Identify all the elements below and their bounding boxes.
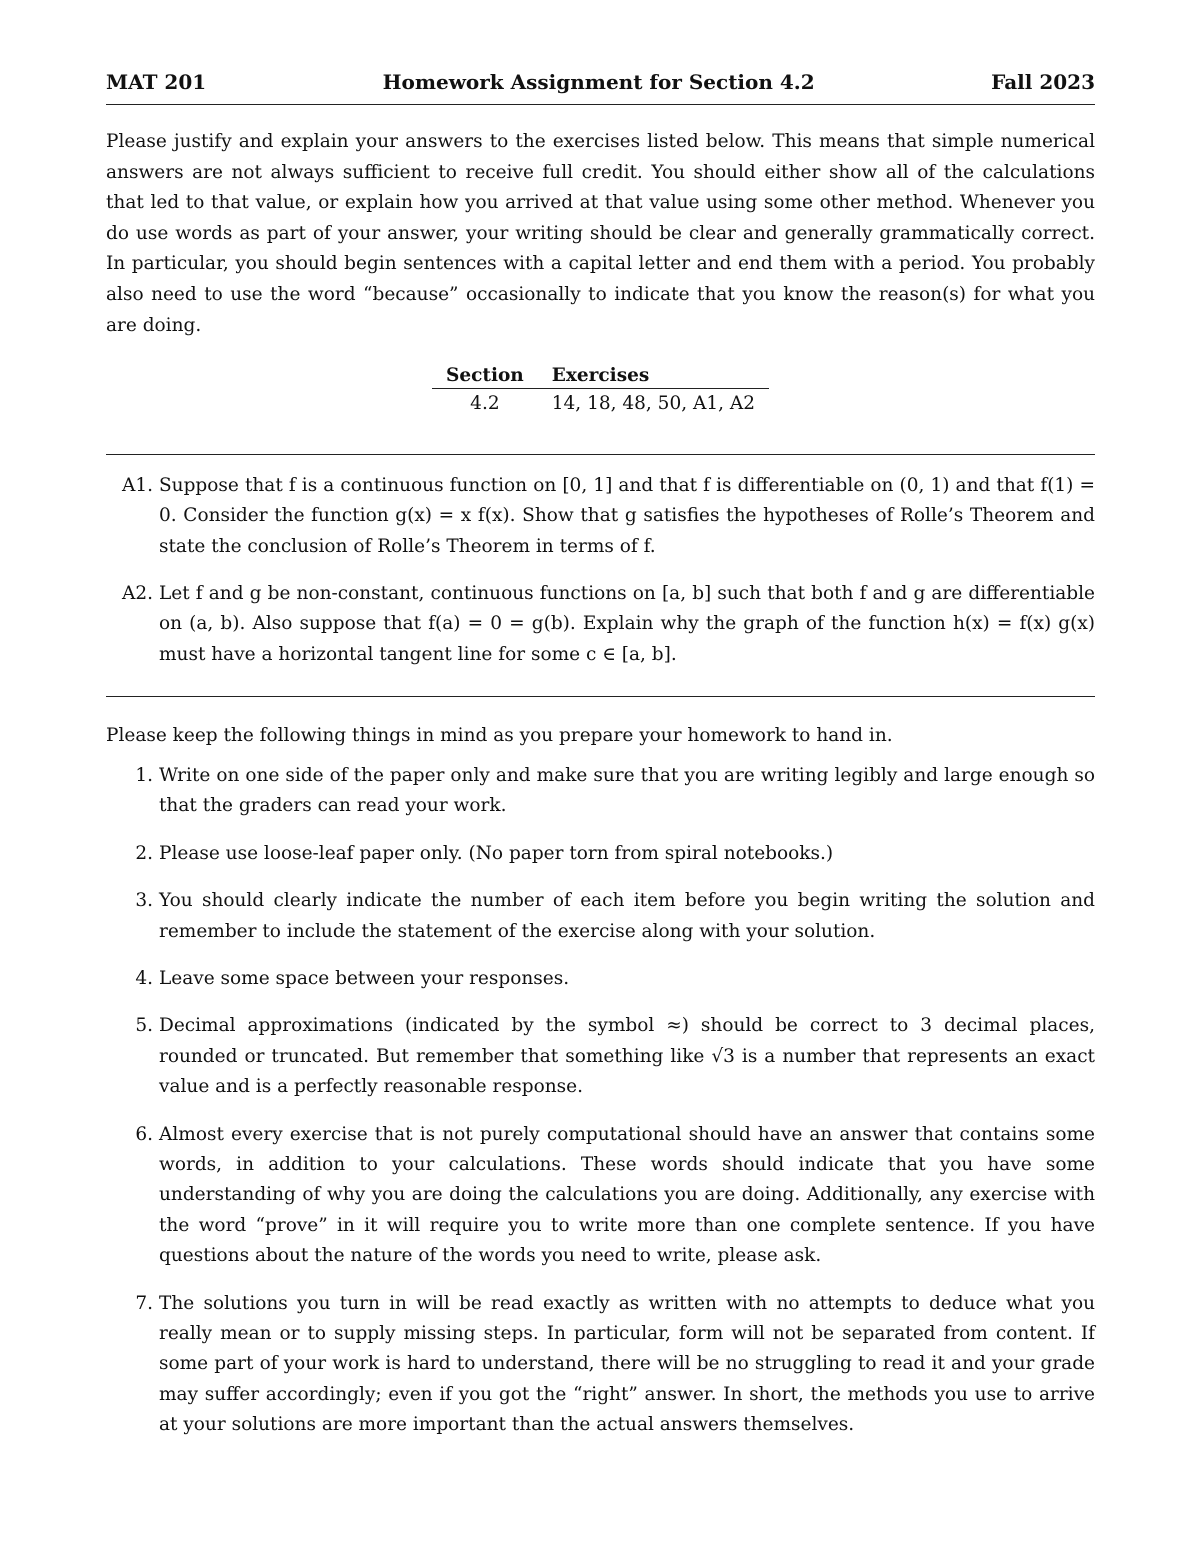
list-number: 6. [135, 1123, 153, 1145]
homework-page [106, 70, 1095, 1458]
problem-list [106, 471, 1095, 670]
divider [106, 454, 1095, 455]
keep-in-mind-text: Please keep the following things in mind as you prepare your homework to hand in. [106, 724, 893, 746]
exercise-table [432, 363, 769, 418]
list-number: 2. [135, 842, 153, 864]
problem-label: A2. [121, 583, 153, 605]
list-item [106, 964, 1095, 994]
problem-text: Let f and g be non-constant, continuous functions on [a, b] such that both f and g are differentiable on (a, b). Also suppose that f(a) = 0 = g(b). Explain why the graph of the function h(x) = f(x) g(x) must have a horizontal tangent line for some c ∈ [a, b]. [159, 583, 1095, 665]
list-number: 3. [135, 890, 153, 912]
list-text: Almost every exercise that is not purely computational should have an answer that contains some words, in addition to your calculations. These words should indicate that you have some understanding of why you are doing the calculations you are doing. Additionally, any exercise with the word “prove” in it will require you to write more than one complete sentence. If you have questions about the nature of the words you need to write, please ask. [159, 1123, 1095, 1267]
exercise-table-header-section: Section [432, 363, 538, 389]
list-number: 4. [135, 967, 153, 989]
list-text: Please use loose-leaf paper only. (No paper torn from spiral notebooks.) [159, 842, 834, 864]
list-number: 5. [135, 1015, 153, 1037]
list-text: You should clearly indicate the number of each item before you begin writing the solution and remember to include the statement of the exercise along with your solution. [159, 890, 1095, 942]
list-text: Decimal approximations (indicated by the symbol ≈) should be correct to 3 decimal places, rounded or truncated. But remember that something like √3 is a number that represents an exact value and is a perfectly reasonable response. [159, 1015, 1095, 1098]
course-code: MAT 201 [106, 70, 207, 94]
guidelines-list [106, 761, 1095, 1441]
instructions-paragraph: Please justify and explain your answers to the exercises listed below. This means that simple numerical answers are not always sufficient to receive full credit. You should either show all of the calculations that led to that value, or explain how you arrived at that value using some other method. Whenever you do use words as part of your answer, your writing should be clear and generally grammatically correct. In particular, you should begin sentences with a capital letter and end them with a period. You probably also need to use the word “because” occasionally to indicate that you know the reason(s) for what you are doing. [106, 131, 1095, 336]
list-item [106, 761, 1095, 822]
list-item [106, 839, 1095, 869]
section-cell: 4.2 [470, 393, 500, 415]
list-number: 1. [135, 764, 153, 786]
problem-item [106, 471, 1095, 562]
problem-label: A1. [121, 475, 153, 497]
list-item [106, 886, 1095, 947]
list-number: 7. [135, 1292, 153, 1314]
exercises-cell: 14, 18, 48, 50, A1, A2 [551, 393, 755, 415]
divider [106, 696, 1095, 697]
list-item [106, 1011, 1095, 1102]
page-header [106, 70, 1095, 105]
list-text: Leave some space between your responses. [159, 967, 570, 989]
term: Fall 2023 [991, 70, 1095, 94]
problem-text: Suppose that f is a continuous function on [0, 1] and that f is differentiable on (0, 1) and that f(1) = 0. Consider the function g(x) = x f(x). Show that g satisfies the hypotheses of Rolle’s Theorem and state the conclusion of Rolle’s Theorem in terms of f. [159, 475, 1095, 557]
list-item [106, 1289, 1095, 1441]
list-text: The solutions you turn in will be read exactly as written with no attempts to deduce what you really mean or to supply missing steps. In particular, form will not be separated from content. If some part of your work is hard to understand, there will be no struggling to read it and your grade may suffer accordingly; even if you got the “right” answer. In short, the methods you use to arrive at your solutions are more important than the actual answers themselves. [159, 1292, 1095, 1436]
problem-item [106, 579, 1095, 670]
page-title: Homework Assignment for Section 4.2 [382, 70, 815, 94]
exercise-table-header-exercises: Exercises [538, 363, 769, 389]
list-item [106, 1120, 1095, 1272]
list-text: Write on one side of the paper only and make sure that you are writing legibly and large enough so that the graders can read your work. [159, 764, 1095, 817]
table-row [432, 389, 769, 419]
